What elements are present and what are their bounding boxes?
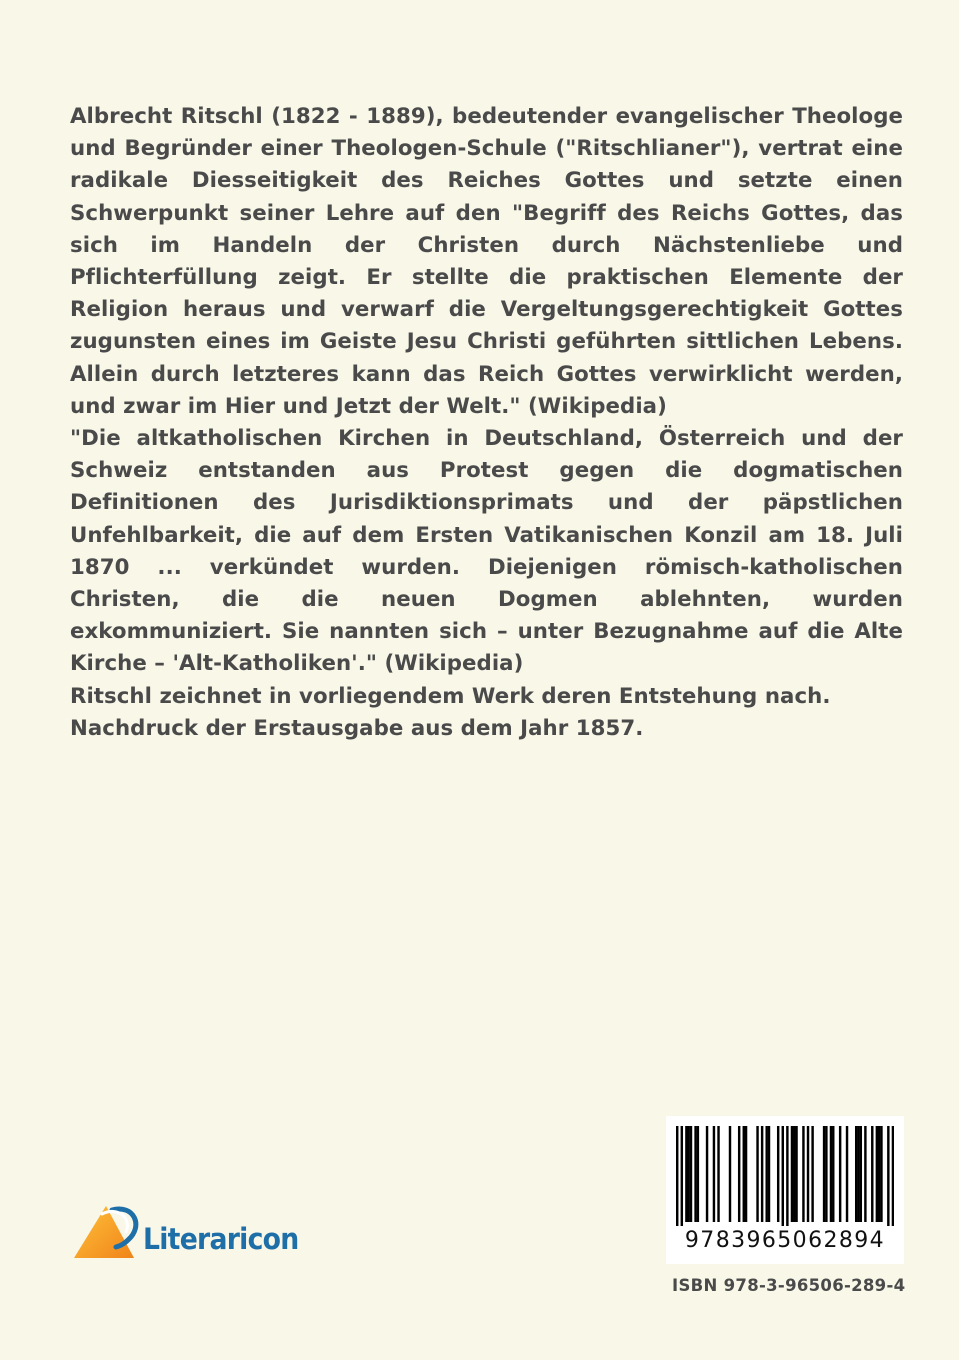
barcode-bar bbox=[782, 1126, 784, 1226]
barcode-bar bbox=[687, 1126, 689, 1222]
barcode-bar bbox=[786, 1126, 788, 1226]
barcode-bar bbox=[768, 1126, 770, 1222]
blurb-paragraph-4: Nachdruck der Erstausgabe aus dem Jahr 1857. bbox=[70, 715, 644, 741]
barcode-bar bbox=[793, 1126, 795, 1222]
barcode-bar bbox=[713, 1126, 715, 1222]
barcode-bar bbox=[857, 1126, 859, 1222]
barcode-bar bbox=[743, 1126, 745, 1222]
barcode-bar bbox=[706, 1126, 708, 1222]
barcode-bar bbox=[887, 1126, 889, 1226]
barcode-bar bbox=[745, 1126, 747, 1222]
barcode-bars bbox=[676, 1126, 894, 1226]
blurb-paragraph-2: "Die altkatholischen Kirchen in Deutschland, Österreich und der Schweiz entstanden aus Protest gegen die dogmatischen Definitionen des Jurisdiktionsprimats und der päpstlichen Unfehlbarkeit, die auf dem Ersten Vatikanischen Konzil am 18. Juli 1870 ... verkündet wurden. Diejenigen römisch-katholischen Christen, die die neuen Dogmen ablehnten, wurden exkommuniziert. Sie nannten sich – unter Bezugnahme auf die Alte Kirche – 'Alt-Katholiken'." (Wikipedia) bbox=[70, 426, 903, 677]
barcode-bar bbox=[876, 1126, 878, 1222]
barcode-bar bbox=[864, 1126, 866, 1222]
barcode-bar bbox=[681, 1126, 683, 1226]
barcode-bar bbox=[825, 1126, 827, 1222]
barcode-bar bbox=[802, 1126, 804, 1222]
barcode-digits: 9783965062894 bbox=[684, 1228, 886, 1253]
barcode-bar bbox=[846, 1126, 848, 1222]
isbn-label: ISBN 978-3-96506-289-4 bbox=[672, 1276, 906, 1295]
publisher-name: Literaricon bbox=[143, 1222, 299, 1256]
barcode-bar bbox=[738, 1126, 740, 1222]
blurb-paragraph-1: Albrecht Ritschl (1822 - 1889), bedeutender evangelischer Theologe und Begründer einer Theologen-Schule ("Ritschlianer"), vertrat eine radikale Diesseitigkeit des Reiches Gottes und setzte einen Schwerpunkt seiner Lehre auf den "Begriff des Reichs Gottes, das sich im Handeln der Christen durch Nächstenliebe und Pflichterfüllung zeigt. Er stellte die praktischen Elemente der Religion heraus und verwarf die Vergeltungsgerechtigkeit Gottes zugunsten eines im Geiste Jesu Christi geführten sittlichen Lebens. Allein durch letzteres kann das Reich Gottes verwirklicht werden, und zwar im Hier und Jetzt der Welt." (Wikipedia) bbox=[70, 104, 903, 419]
barcode-bar bbox=[697, 1126, 699, 1222]
barcode-bar bbox=[823, 1126, 825, 1222]
barcode-bar bbox=[878, 1126, 880, 1222]
barcode-bar bbox=[839, 1126, 841, 1222]
barcode-bar bbox=[690, 1126, 692, 1222]
barcode-bar bbox=[791, 1126, 793, 1222]
barcode-bar bbox=[761, 1126, 763, 1222]
barcode-bar bbox=[717, 1126, 719, 1222]
barcode-bar bbox=[729, 1126, 731, 1222]
barcode-bar bbox=[830, 1126, 832, 1222]
barcode-bar bbox=[811, 1126, 813, 1222]
barcode-bar bbox=[685, 1126, 687, 1222]
barcode-bar bbox=[832, 1126, 834, 1222]
barcode-bar bbox=[694, 1126, 696, 1222]
barcode bbox=[666, 1116, 904, 1264]
barcode-bar bbox=[871, 1126, 873, 1222]
barcode-bar bbox=[892, 1126, 894, 1226]
barcode-bar bbox=[795, 1126, 797, 1222]
barcode-bar bbox=[880, 1126, 882, 1222]
barcode-bar bbox=[860, 1126, 862, 1222]
barcode-bar bbox=[756, 1126, 758, 1222]
barcode-bar bbox=[676, 1126, 678, 1226]
barcode-bar bbox=[807, 1126, 809, 1222]
barcode-bar bbox=[777, 1126, 779, 1222]
barcode-bar bbox=[765, 1126, 767, 1222]
blurb-paragraph-3: Ritschl zeichnet in vorliegendem Werk deren Entstehung nach. bbox=[70, 683, 831, 709]
barcode-bar bbox=[855, 1126, 857, 1222]
cover-blurb bbox=[70, 101, 903, 745]
